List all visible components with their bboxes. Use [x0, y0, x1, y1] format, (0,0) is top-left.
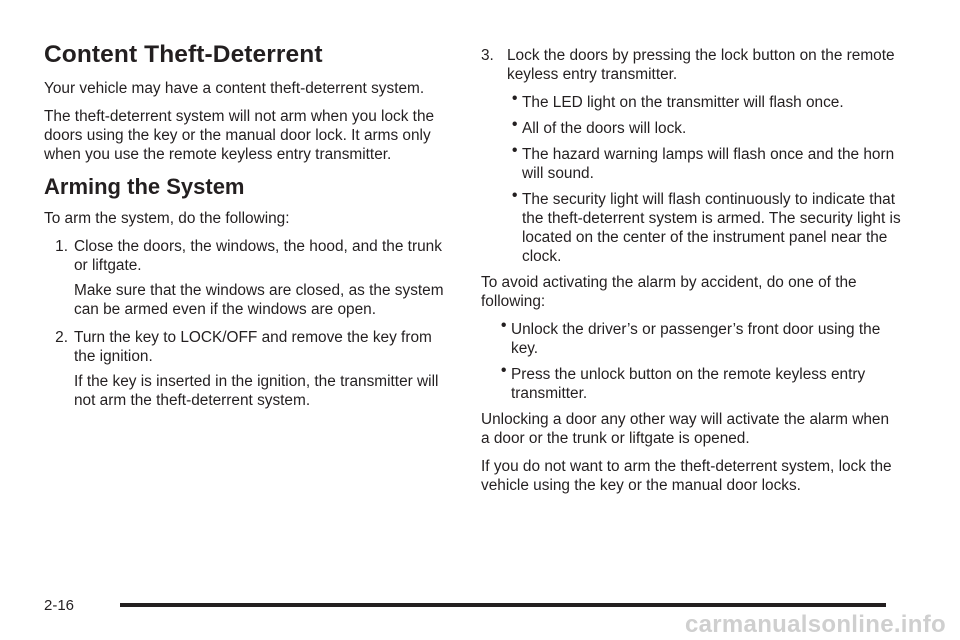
bullet-icon: •: [512, 142, 518, 159]
avoid-alarm-intro: To avoid activating the alarm by accident, do one of the following:: [481, 274, 857, 310]
key-lock-paragraph: The theft-deterrent system will not arm when you lock the doors using the key or the manual door lock. It arms only when you use the remote keyless entry transmitter.: [44, 108, 435, 163]
bullet-icon: •: [512, 90, 518, 107]
section-title: Arming the System: [44, 174, 245, 199]
page-number: 2-16: [44, 597, 75, 614]
step-number: 3.: [481, 47, 494, 64]
intro-paragraph: Your vehicle may have a content theft-deterrent system.: [44, 80, 425, 97]
list-item: [501, 317, 901, 358]
bullet-text: The LED light on the transmitter will flash once.: [522, 94, 844, 111]
footer-divider: [120, 603, 886, 607]
step-1-note: Make sure that the windows are closed, as the system can be armed even if the windows are open.: [74, 282, 444, 318]
step-1: [44, 237, 456, 275]
bullet-text: All of the doors will lock.: [522, 120, 687, 137]
right-column: [481, 46, 901, 504]
list-item: [512, 116, 901, 138]
section-intro: To arm the system, do the following:: [44, 210, 290, 227]
step-2: [44, 328, 456, 366]
step-3: [481, 46, 901, 84]
left-column: [44, 40, 456, 419]
bullet-icon: •: [512, 187, 518, 204]
bullet-text: The hazard warning lamps will flash once and the horn will sound.: [522, 146, 895, 182]
list-item: [512, 90, 901, 112]
step-2-note: If the key is inserted in the ignition, the transmitter will not arm the theft-deterrent system.: [74, 373, 439, 409]
step-number: 1.: [55, 238, 68, 255]
step-text: Lock the doors by pressing the lock button on the remote keyless entry transmitter.: [507, 47, 895, 83]
page-title: Content Theft-Deterrent: [44, 41, 323, 68]
watermark: carmanualsonline.info: [684, 611, 946, 638]
list-item: [501, 362, 901, 403]
list-item: [512, 187, 901, 266]
bullet-icon: •: [501, 362, 507, 379]
step-text: Turn the key to LOCK/OFF and remove the key from the ignition.: [74, 329, 432, 365]
bullet-text: The security light will flash continuously to indicate that the theft-deterrent system is armed. The security light is located on the center of the instrument panel near the clock.: [522, 191, 901, 265]
bullet-icon: •: [512, 116, 518, 133]
step-text: Close the doors, the windows, the hood, and the trunk or liftgate.: [74, 238, 442, 274]
unlock-warning-paragraph: Unlocking a door any other way will activate the alarm when a door or the trunk or liftgate is opened.: [481, 411, 890, 447]
step-number: 2.: [55, 329, 68, 346]
list-item: [512, 142, 901, 183]
no-arm-paragraph: If you do not want to arm the theft-deterrent system, lock the vehicle using the key or the manual door locks.: [481, 458, 892, 494]
bullet-text: Unlock the driver’s or passenger’s front door using the key.: [511, 321, 881, 357]
bullet-text: Press the unlock button on the remote keyless entry transmitter.: [511, 366, 866, 402]
bullet-icon: •: [501, 317, 507, 334]
